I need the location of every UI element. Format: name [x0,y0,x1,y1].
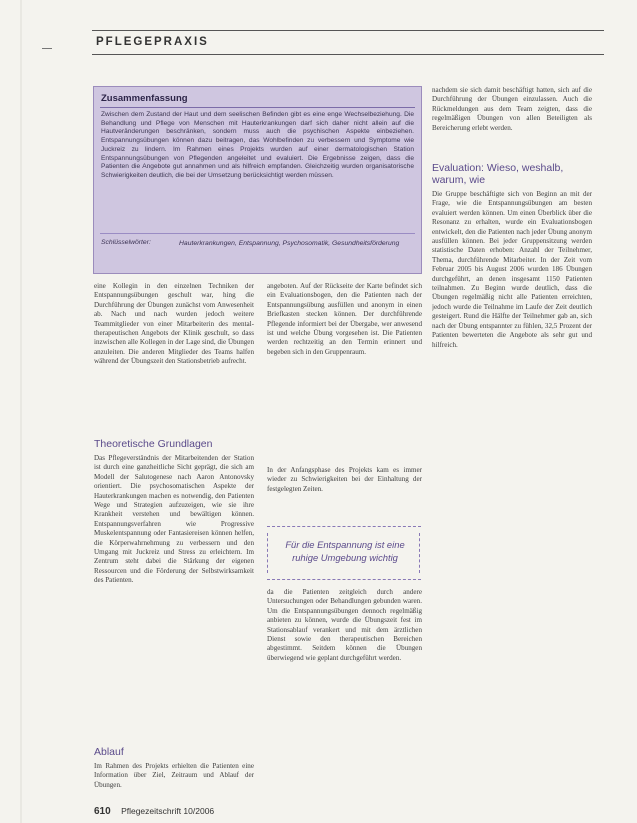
middle-column-bottom [267,588,422,798]
summary-divider [100,107,415,108]
paragraph: Das Pflegeverständnis der Mitarbeitenden der Station ist durch eine ganzheitliche Sicht geprägt, die sich am Modell der Salutogenese nach Aaron Antonovsky orientiert. Die psychosomatischen Aspekte der Hauterkrankungen machen es notwendig, den Patienten Wege und Strategien aufzuzeigen, wie sie ihre Krankheit verstehen und bewältigen können. Entspannungsverfahren wie Progressive Muskelentspannung oder Fantasiereisen können helfen, die Körperwahrnehmung zu verbessern und den Umgang mit Juckreiz und Stress zu erleichtern. Im Zentrum steht dabei die Stärkung der eigenen Ressourcen und die Förderung der Selbstwirksamkeit des Patienten. [94,454,254,585]
left-column-top [94,282,254,432]
pull-quote: Für die Entspannung ist eine ruhige Umgebung wichtig [285,539,405,563]
middle-column-after [267,466,422,514]
pull-quote-right-border [419,533,421,573]
section-header: PFLEGEPRAXIS [96,36,209,48]
paragraph: Die Gruppe beschäftigte sich von Beginn an mit der Frage, wie die Entspannungsübungen am besten evaluiert werden können. Um einen Überblick über die Resonanz zu erhalten, wurde ein Evaluationsbogen entwickelt, den die Patienten nach jeder Übung anonym ausfüllen können. Bei jeder Gruppensitzung werden statistische Daten erhoben: Anzahl der Teilnehmer, Thema, durchführende Mitarbeiter. In der Zeit vom Februar 2005 bis August 2006 wurden 186 Übungen durchgeführt, an denen insgesamt 1150 Patienten teilnahmen. Zu Beginn wurde deutlich, dass die Übungen regelmäßig nicht alle Patienten erreichten, jedoch wurde die Teilnahme im Laufe der Zeit deutlich gesteigert. Rund die Hälfte der Teilnehmer gab an, sich nach der Übung entspannter zu fühlen, 32,5 Prozent der Patienten bewerteten die Angebote als sehr gut und hilfreich. [432,190,592,349]
heading-theory: Theoretische Grundlagen [94,438,213,450]
summary-text: Zwischen dem Zustand der Haut und dem seelischen Befinden gibt es eine enge Wechselbeziehung. Die Behandlung und Pflege von Menschen mit Hauterkrankungen darf sich daher nicht allein auf die Hautveränderungen beschränken, sondern muss auch die psychischen Aspekte einbeziehen. Entspannungsübungen können dazu beitragen, das Wohlbefinden zu verbessern und Symptome wie Juckreiz zu lindern. Im Rahmen eines Projekts wurden auf einer dermatologischen Station Entspannungsübungen von Pflegenden angeleitet und evaluiert. Die Ergebnisse zeigen, dass die Patienten die Angebote gut annahmen und als hilfreich empfanden. Gleichzeitig wurden organisatorische Schwierigkeiten deutlich, die bei der Umsetzung berücksichtigt werden müssen. [101,111,414,179]
middle-column-top [267,282,422,462]
summary-box [93,86,422,274]
left-column-theory [94,454,254,738]
paragraph: da die Patienten zeitgleich durch andere Untersuchungen oder Behandlungen gebunden waren. Um die Entspannungsübungen dennoch regelmäßig anbieten zu können, wurde die Übungszeit fest im Stationsablauf verankert und mit dem ärztlichen Dienst sowie den therapeutischen Bereichen abgestimmt. Seitdem können die Übungen überwiegend wie geplant durchgeführt werden. [267,588,422,662]
header-rule-top [92,30,604,31]
paragraph: In der Anfangsphase des Projekts kam es immer wieder zu Schwierigkeiten bei der Einhaltung der festgelegten Zeiten. [267,466,422,493]
heading-evaluation: Evaluation: Wieso, weshalb, warum, wie [432,162,564,186]
keywords-text: Hauterkrankungen, Entspannung, Psychosomatik, Gesundheitsförderung [179,240,400,247]
paragraph: eine Kollegin in den einzelnen Techniken der Entspannungsübungen geschult war, hing die Durchführung der Übungen zunächst vom Anwesenheit ab. Nach und nach wurden jedoch weitere Teammitglieder von einer Mitarbeiterin des mental-therapeutischen Angebots der Klinik geschult, so dass inzwischen alle Kollegen in der Lage sind, die Übungen anzuleiten. Die anderen Mitglieder des Teams halfen während der Übungszeit den Stationsbetrieb aufrecht. [94,282,254,366]
heading-process: Ablauf [94,746,124,758]
keywords-divider [100,233,415,234]
left-column-process [94,762,254,798]
paragraph: nachdem sie sich damit beschäftigt hatten, sich auf die Durchführung der Übungen einzulassen. Auch die Rückmeldungen aus dem Team zeigten, dass die regelmäßigen Übungen von allen Beteiligten als Bereicherung erlebt werden. [432,86,592,132]
pull-quote-box [267,526,421,580]
pull-quote-left-border [267,533,269,573]
right-column-top [432,86,592,152]
header-rule-bottom [92,54,604,55]
page-gutter [20,0,22,823]
keywords-label: Schlüsselwörter: [101,239,151,246]
paragraph: Im Rahmen des Projekts erhielten die Patienten eine Information über Ziel, Zeitraum und Ablauf der Übungen. [94,762,254,789]
right-column-evaluation [432,190,592,796]
summary-title: Zusammenfassung [101,93,188,104]
corner-mark [42,48,52,49]
page-footer [94,806,214,817]
paragraph: angeboten. Auf der Rückseite der Karte befindet sich ein Evaluationsbogen, den die Patienten nach der Entspannungsübung ausfüllen und anonym in einen Briefkasten stecken können. Der durchführende Pflegende informiert bei der Übergabe, wer anwesend ist und welche Übung vorgesehen ist. Die Patienten werden rechtzeitig an den Termin erinnert und begeben sich in den Gruppenraum. [267,282,422,356]
page-number: 610 [94,806,111,817]
journal-name: Pflegezeitschrift 10/2006 [121,806,215,816]
